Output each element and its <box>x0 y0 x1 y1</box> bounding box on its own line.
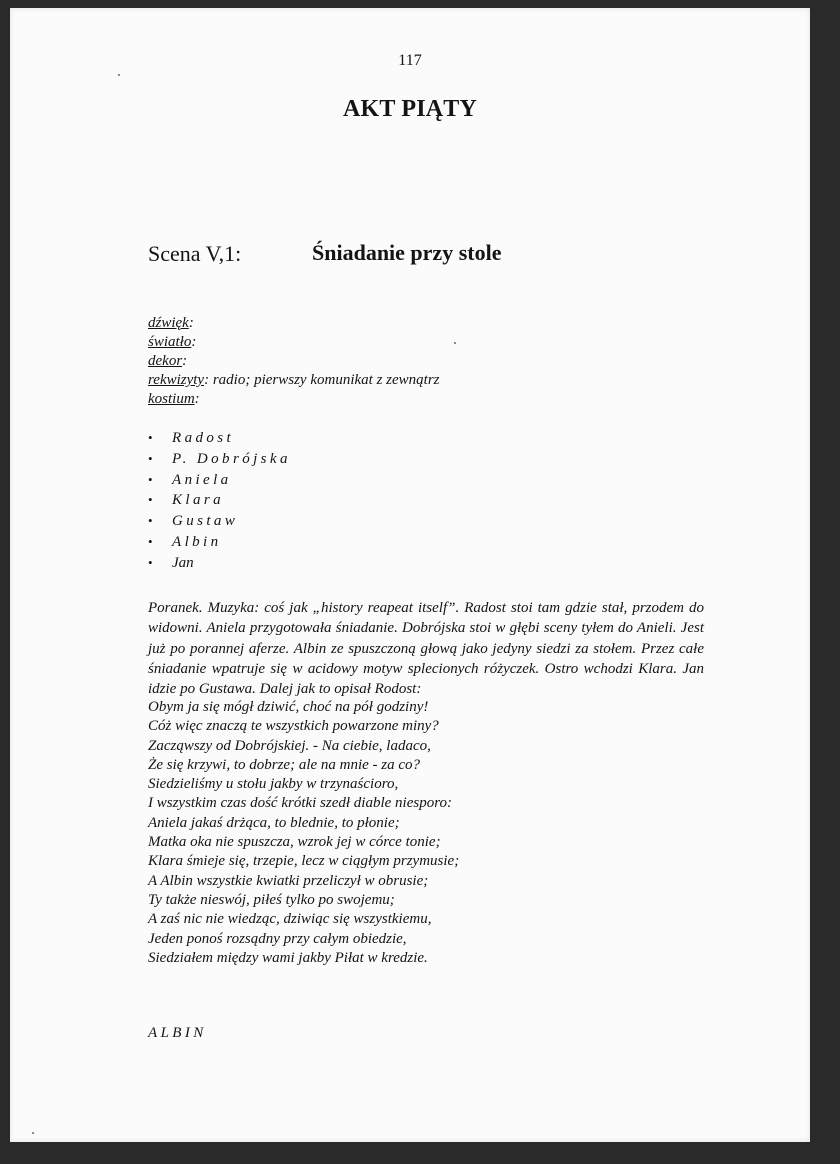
cast-name: Albin <box>172 533 222 550</box>
scene-title: Śniadanie przy stole <box>312 240 502 265</box>
cast-item <box>148 449 291 470</box>
verse-line: Matka oka nie spuszcza, wzrok jej w córce tonie; <box>148 834 441 851</box>
cast-item <box>148 470 291 491</box>
prose-line: przodem do widowni. Aniela przygotowała śniadanie. Dobrójska stoi w głębi sceny <box>148 600 705 637</box>
verse-line: Że się krzywi, to dobrze; ale na mnie - za co? <box>148 756 421 773</box>
note-separator: : <box>182 353 188 369</box>
verse-line: Klara śmieje się, trzepie, lecz w ciągłym przymusie; <box>148 853 460 870</box>
note-key: dekor <box>148 353 183 369</box>
bullet-icon: • <box>148 450 153 466</box>
note-sound <box>148 314 440 333</box>
scene-label: Scena V,1: <box>148 241 242 266</box>
verse-line: Siedziałem między wami jakby Piłat w kredzie. <box>148 949 428 966</box>
cast-item <box>148 532 291 553</box>
note-light <box>148 333 440 352</box>
cast-item <box>148 511 291 532</box>
bullet-icon: • <box>148 471 153 487</box>
verse-line: I wszystkim czas dość krótki szedł diable niesporo: <box>148 795 452 812</box>
note-separator: : <box>194 391 200 407</box>
cast-item <box>148 428 291 449</box>
cast-name: Radost <box>172 430 235 446</box>
bullet-icon: • <box>148 430 153 445</box>
page-number: 117 <box>398 52 422 69</box>
note-costume <box>148 390 440 409</box>
bullet-icon: • <box>148 513 153 529</box>
cast-item <box>148 553 291 574</box>
note-separator: : <box>191 334 197 350</box>
note-key: kostium <box>148 391 195 407</box>
verse-line: Aniela jakaś drżąca, to blednie, to płonie; <box>148 814 400 831</box>
verse-line: Ty także nieswój, piłeś tylko po swojemu; <box>148 891 395 908</box>
note-key: światło <box>148 334 192 350</box>
verse-line: Zacząwszy od Dobrójskiej. - Na ciebie, ladaco, <box>148 737 431 754</box>
verse-line: Obym ja się mógł dziwić, choć na pół godziny! <box>148 699 429 715</box>
bullet-icon: • <box>148 554 153 570</box>
verse-line: Jeden ponoś rozsądny przy całym obiedzie, <box>148 930 407 947</box>
speaker-name: ALBIN <box>148 1025 207 1041</box>
cast-name: Jan <box>172 554 194 571</box>
prose-line: Poranek. Muzyka: coś jak „history reapeat itself”. Radost stoi tam gdzie stał, <box>148 600 628 616</box>
stage-directions <box>148 598 704 699</box>
note-key: dźwięk <box>148 315 189 331</box>
document-page <box>10 8 810 1142</box>
act-title: AKT PIĄTY <box>342 96 478 122</box>
scan-speck <box>32 1132 34 1134</box>
bullet-icon: • <box>148 492 153 508</box>
production-notes <box>148 314 440 409</box>
verse-line: Siedzieliśmy u stołu jakby w trzynaścioro, <box>148 776 399 793</box>
scan-speck <box>454 342 456 344</box>
note-set <box>148 352 440 371</box>
cast-name: Gustaw <box>172 513 239 530</box>
cast-item <box>148 490 291 511</box>
verse-block <box>148 698 459 968</box>
verse-line: A Albin wszystkie kwiatki przeliczył w obrusie; <box>148 872 429 889</box>
prose-line: różyczek. Ostro wchodzi Klara. Jan idzie po Gustawa. Dalej jak to opisał Rodost: <box>148 660 704 698</box>
scan-speck <box>118 74 120 76</box>
prose-line: tyłem do Anieli. Jest już po porannej aferze. Albin ze spuszczoną głową jako jedyny <box>148 620 705 657</box>
cast-list <box>148 428 291 574</box>
verse-line: Cóż więc znaczą te wszystkich powarzone miny? <box>148 718 439 735</box>
prose-line: siedzi za stołem. Przez całe śniadanie wpatruje się w acidowy motyw splecionych <box>148 640 705 677</box>
note-separator: : <box>204 372 210 388</box>
bullet-icon: • <box>148 533 153 549</box>
note-props <box>148 371 440 390</box>
note-key: rekwizyty <box>148 372 205 388</box>
cast-name: Klara <box>172 492 225 509</box>
note-value: radio; pierwszy komunikat z zewnątrz <box>209 372 440 388</box>
note-separator: : <box>188 315 194 331</box>
cast-name: Aniela <box>172 471 232 488</box>
verse-line: A zaś nic nie wiedząc, dziwiąc się wszystkiemu, <box>148 911 432 928</box>
cast-name: P. Dobrójska <box>172 450 291 467</box>
